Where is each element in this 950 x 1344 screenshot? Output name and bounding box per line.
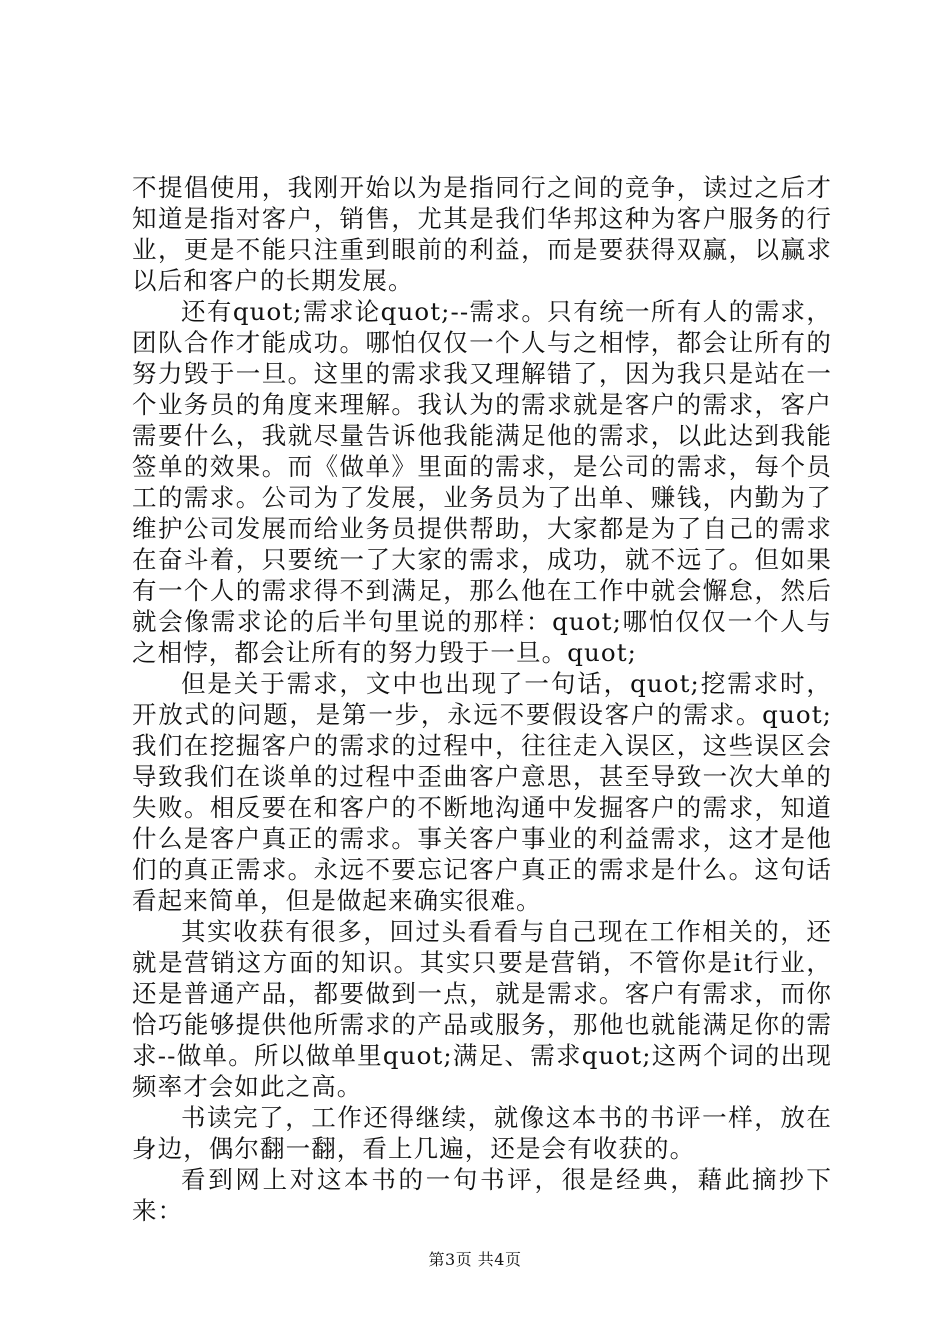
paragraph-continuation: 不提倡使用，我刚开始以为是指同行之间的竞争，读过之后才知道是指对客户，销售，尤其是我们华邦这种为客户服务的行业，更是不能只注重到眼前的利益，而是要获得双赢，以赢求以后和客户的长期发展。: [132, 173, 832, 295]
paragraph-demand-theory: 还有quot;需求论quot;--需求。只有统一所有人的需求，团队合作才能成功。哪怕仅仅一个人与之相悖，都会让所有的努力毁于一旦。这里的需求我又理解错了，因为我只是站在一个业务员的角度来理解。我认为的需求就是客户的需求，客户需要什么，我就尽量告诉他我能满足他的需求，以此达到我能签单的效果。而《做单》里面的需求，是公司的需求，每个员工的需求。公司为了发展，业务员为了出单、赚钱，内勤为了维护公司发展而给业务员提供帮助，大家都是为了自己的需求在奋斗着，只要统一了大家的需求，成功，就不远了。但如果有一个人的需求得不到满足，那么他在工作中就会懈怠，然后就会像需求论的后半句里说的那样：quot;哪怕仅仅一个人与之相悖，都会让所有的努力毁于一旦。quot;: [132, 297, 832, 667]
paragraph-online-review: 看到网上对这本书的一句书评，很是经典，藉此摘抄下来：: [132, 1165, 832, 1225]
paragraph-book-finished: 书读完了，工作还得继续，就像这本书的书评一样，放在身边，偶尔翻一翻，看上几遍，还是会有收获的。: [132, 1103, 832, 1163]
paragraph-digging-demand: 但是关于需求，文中也出现了一句话，quot;挖需求时，开放式的问题，是第一步，永远不要假设客户的需求。quot;我们在挖掘客户的需求的过程中，往往走入误区，这些误区会导致我们在谈单的过程中歪曲客户意思，甚至导致一次大单的失败。相反要在和客户的不断地沟通中发掘客户的需求，知道什么是客户真正的需求。事关客户事业的利益需求，这才是他们的真正需求。永远不要忘记客户真正的需求是什么。这句话看起来简单，但是做起来确实很难。: [132, 669, 832, 915]
page-number-footer: 第3页 共4页: [428, 1250, 522, 1269]
paragraph-harvest: 其实收获有很多，回过头看看与自己现在工作相关的，还就是营销这方面的知识。其实只要是营销，不管你是it行业，还是普通产品，都要做到一点，就是需求。客户有需求，而你恰巧能够提供他所需求的产品或服务，那他也就能满足你的需求--做单。所以做单里quot;满足、需求quot;这两个词的出现频率才会如此之高。: [132, 917, 832, 1101]
document-body: [132, 172, 832, 1226]
